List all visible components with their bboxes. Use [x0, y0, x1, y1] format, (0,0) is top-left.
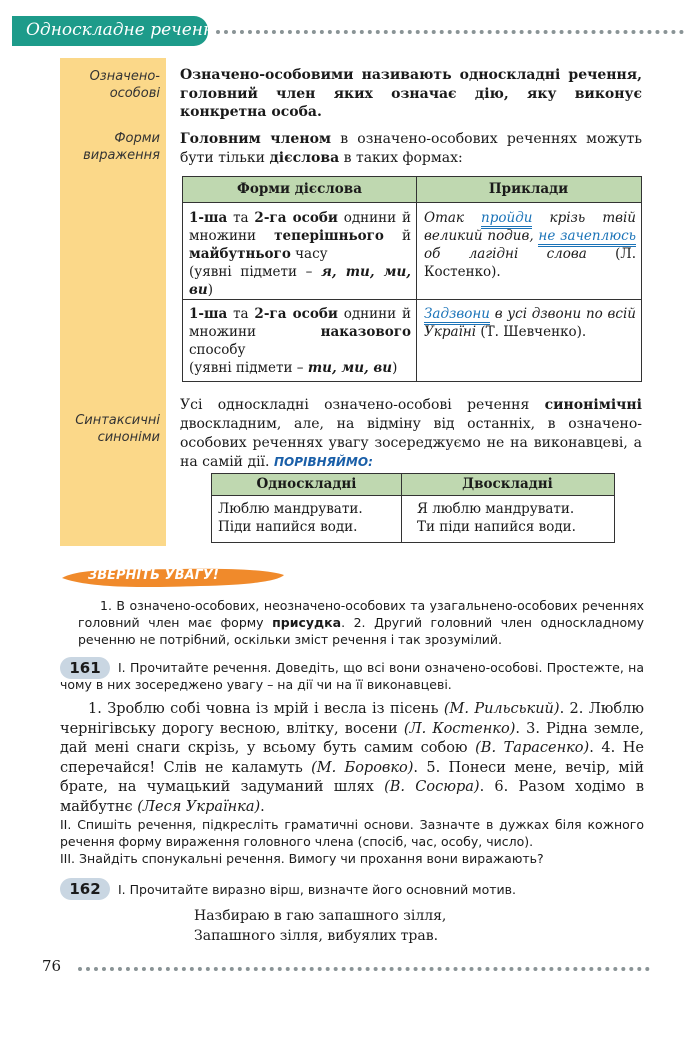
exercise-number-161: 161 [60, 657, 110, 679]
exercise-number-162: 162 [60, 878, 110, 900]
sidebar-label-forms: Форми вираження [83, 131, 160, 163]
table-cell-form-2: 1-ша та 2-га особи однини й множини наказового способу (уявні підмети – ти, ми, ви) [189, 306, 411, 376]
synonyms-text: Усі односкладні означено-особові речення синонімічні двоскладним, але, на відміну від останніх, в означено-особових реченнях увагу зосереджуємо не на виконавцеві, а на самій дії. ПОРІВНЯЙМО: [180, 397, 642, 470]
synonyms-table [211, 473, 615, 543]
table-header-forms: Форми дієслова [183, 177, 416, 203]
table-cell-example-1: Отак пройди крізь твій великий подив, не зачеплюсь об лагідні слова (Л. Костенко). [424, 210, 636, 280]
table-cell-form-1: 1-ша та 2-га особи однини й множини теперішнього й майбутнього часу (уявні підмети – я, ти, ми, ви) [189, 210, 411, 298]
attention-banner [60, 566, 286, 590]
exercise-161-task2: ІІ. Спишіть речення, підкресліть граматичні основи. Зазначте в дужках біля кожного речення форму вираження головного члена (спосіб, час, особу, число). [60, 817, 644, 849]
definition-text: Означено-особовими називають односкладні речення, головний член яких означає дію, яку виконує конкретна особа. [180, 67, 642, 120]
forms-intro: Головним членом в означено-особових реченнях можуть бути тільки дієслова в таких формах: [180, 131, 642, 166]
exercise-161-task3: ІІІ. Знайдіть спонукальні речення. Вимогу чи прохання вони виражають? [60, 851, 544, 866]
sidebar-label-synonyms: Синтаксичні синоніми [75, 413, 160, 445]
table-cell-twopart: Я люблю мандрувати. Ти піди напийся води. [417, 501, 576, 535]
exercise-161-task1: І. Прочитайте речення. Доведіть, що всі вони означено-особові. Простежте, на чому в них зосереджено увагу – на дії чи на її виконавцеві. [60, 660, 644, 692]
verse-line-2: Запашного зілля, вибуялих трав. [194, 928, 439, 944]
table-header-twopart: Двоскладні [401, 474, 614, 496]
attention-label: ЗВЕРНІТЬ УВАГУ! [88, 568, 219, 583]
verse-line-1: Назбираю в гаю запашного зілля, [194, 908, 447, 924]
table-cell-onepart: Люблю мандрувати. Піди напийся води. [218, 501, 363, 535]
page-number: 76 [42, 957, 62, 975]
footer-dotted-rule [78, 967, 650, 971]
table-header-onepart: Односкладні [212, 474, 401, 496]
chapter-header [12, 16, 226, 46]
exercise-162-task1: І. Прочитайте виразно вірш, визначте його основний мотив. [118, 882, 517, 897]
attention-note: 1. В означено-особових, неозначено-особових та узагальнено-особових реченнях головний член має форму присудка. 2. Другий головний член односкладному реченню не потрібний, оскільки зміст речення і так зрозумілий. [78, 598, 644, 647]
compare-label: ПОРІВНЯЙМО: [273, 455, 373, 469]
header-dotted-rule [216, 30, 684, 34]
sidebar-label-definition: Означено- особові [89, 69, 160, 101]
table-cell-example-2: Задзвони в усі дзвони по всій Україні (Т. Шевченко). [424, 306, 636, 340]
verb-forms-table [182, 176, 642, 382]
exercise-161-sentences: 1. Зроблю собі човна із мрій і весла із пісень (М. Рильський). 2. Люблю чернігівську дорогу весною, влітку, восени (Л. Костенко). 3. Рідна земле, дай мені снаги скрізь, у всьому буть самим собою (В. Тарасенко). 4. Не сперечайся! Слів не каламуть (М. Боровко). 5. Понеси мене, вечір, мій брате, на чумацький задуманий шлях (В. Сосюра). 6. Разом ходімо в майбутнє (Леся Українка). [60, 701, 645, 815]
chapter-title: Односкладне речення [26, 20, 226, 40]
table-header-examples: Приклади [416, 177, 641, 203]
